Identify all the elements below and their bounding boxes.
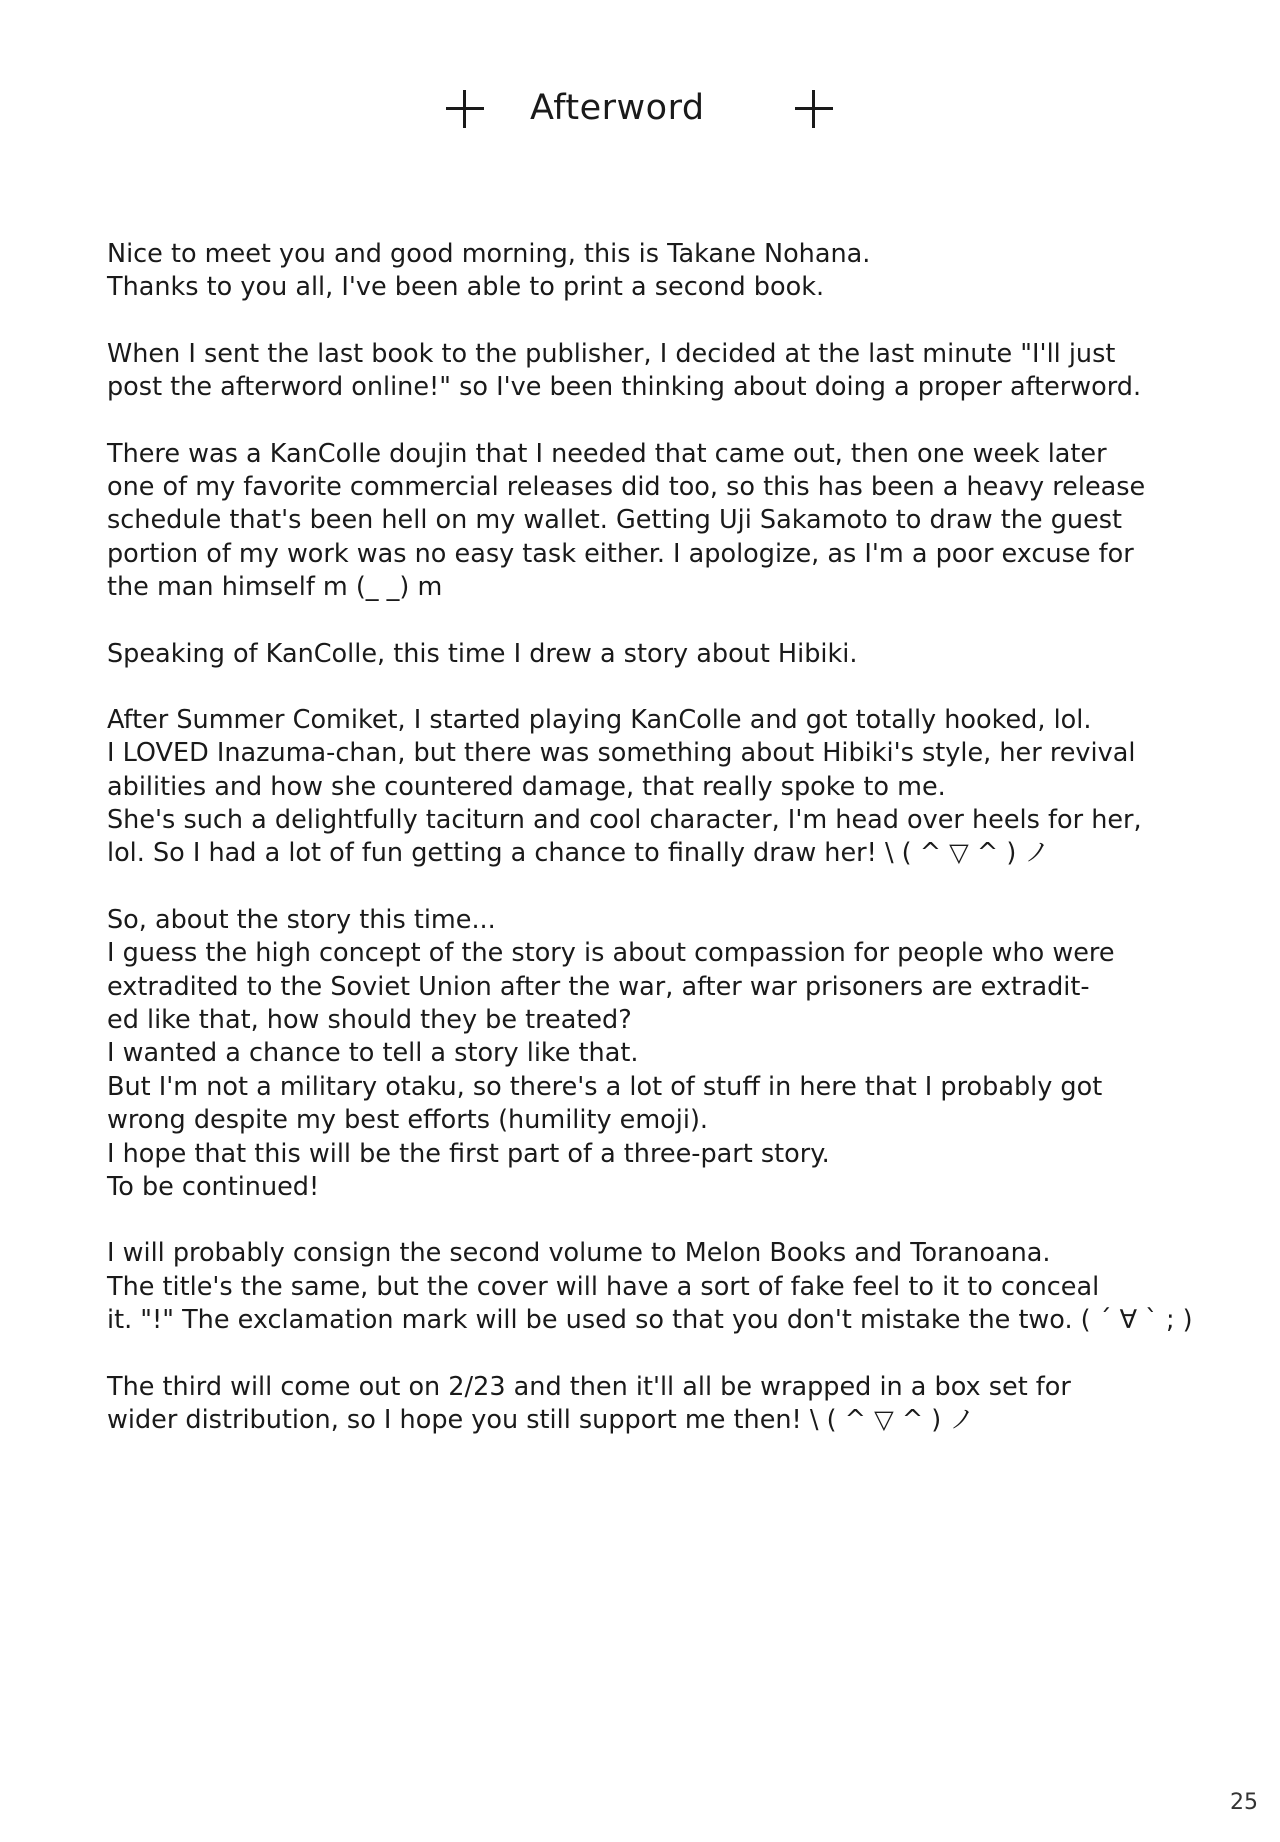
- text-line: portion of my work was no easy task either. I apologize, as I'm a poor excuse for: [107, 538, 1134, 569]
- afterword-heading: [0, 88, 1280, 144]
- text-line: To be continued!: [107, 1171, 320, 1202]
- text-line: the man himself m (_ _) m: [107, 572, 443, 603]
- text-line: Nice to meet you and good morning, this is Takane Nohana.: [107, 239, 871, 269]
- paragraph: [107, 238, 1197, 305]
- text-line: I hope that this will be the first part of a three-part story.: [107, 1138, 830, 1169]
- text-line: post the afterword online!" so I've been thinking about doing a proper afterword.: [107, 372, 1142, 403]
- text-line: But I'm not a military otaku, so there's a lot of stuff in here that I probably got: [107, 1071, 1103, 1102]
- text-line: ed like that, how should they be treated?: [107, 1005, 632, 1036]
- plus-icon: [793, 88, 835, 130]
- text-line: Thanks to you all, I've been able to print a second book.: [107, 272, 825, 303]
- page-title: Afterword: [530, 88, 705, 128]
- text-line: After Summer Comiket, I started playing KanColle and got totally hooked, lol.: [107, 704, 1092, 735]
- paragraph: [107, 904, 1197, 1205]
- text-line: it. "!" The exclamation mark will be used so that you don't mistake the two. ( ´ ∀ ` ; ): [107, 1305, 1193, 1336]
- text-line: extradited to the Soviet Union after the war, after war prisoners are extradit-: [107, 971, 1090, 1002]
- afterword-body: [107, 238, 1197, 1470]
- text-line: lol. So I had a lot of fun getting a chance to finally draw her! \ ( ^ ▽ ^ ) ノ: [107, 838, 1050, 869]
- paragraph: [107, 438, 1197, 605]
- paragraph: [107, 704, 1197, 871]
- text-line: She's such a delightfully taciturn and cool character, I'm head over heels for her,: [107, 805, 1142, 836]
- text-line: I LOVED Inazuma-chan, but there was something about Hibiki's style, her revival: [107, 738, 1136, 769]
- paragraph: [107, 638, 1197, 671]
- text-line: Speaking of KanColle, this time I drew a story about Hibiki.: [107, 638, 858, 669]
- text-line: wrong despite my best efforts (humility emoji).: [107, 1105, 709, 1136]
- text-line: wider distribution, so I hope you still support me then! \ ( ^ ▽ ^ ) ノ: [107, 1404, 975, 1435]
- text-line: abilities and how she countered damage, that really spoke to me.: [107, 771, 946, 802]
- text-line: I wanted a chance to tell a story like that.: [107, 1038, 639, 1069]
- text-line: one of my favorite commercial releases did too, so this has been a heavy release: [107, 471, 1146, 502]
- text-line: There was a KanColle doujin that I needed that came out, then one week later: [107, 438, 1107, 469]
- text-line: When I sent the last book to the publisher, I decided at the last minute "I'll just: [107, 338, 1116, 369]
- text-line: The title's the same, but the cover will have a sort of fake feel to it to conceal: [107, 1271, 1100, 1302]
- paragraph: [107, 338, 1197, 405]
- page-number: 25: [1230, 1790, 1258, 1815]
- text-line: I guess the high concept of the story is about compassion for people who were: [107, 938, 1115, 969]
- text-line: The third will come out on 2/23 and then it'll all be wrapped in a box set for: [107, 1371, 1071, 1402]
- text-line: schedule that's been hell on my wallet. Getting Uji Sakamoto to draw the guest: [107, 505, 1123, 536]
- text-line: So, about the story this time...: [107, 904, 496, 935]
- paragraph: [107, 1371, 1197, 1438]
- text-line: I will probably consign the second volume to Melon Books and Toranoana.: [107, 1238, 1051, 1269]
- paragraph: [107, 1237, 1197, 1337]
- plus-icon: [444, 88, 486, 130]
